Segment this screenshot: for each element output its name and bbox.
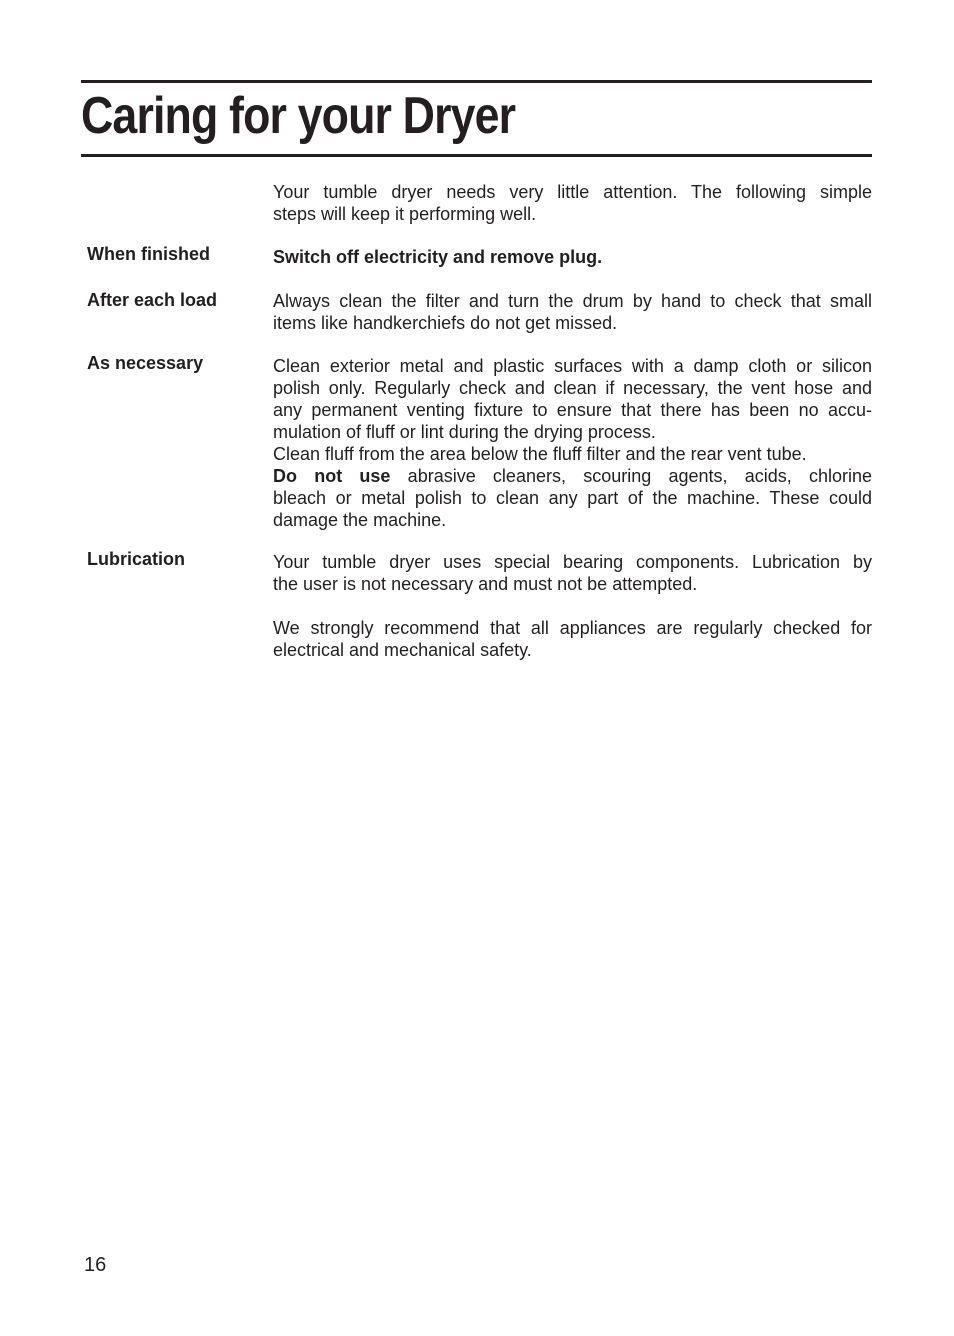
page-title: Caring for your Dryer xyxy=(81,87,516,145)
intro-line-1: Your tumble dryer needs very little attention. The following simple xyxy=(273,182,872,202)
title-top-rule xyxy=(81,80,872,83)
after-each-load-paragraph xyxy=(273,290,872,334)
lubrication-line-2: the user is not necessary and must not be attempted. xyxy=(273,574,698,594)
when-finished-line: Switch off electricity and remove plug. xyxy=(273,247,603,267)
lubrication-line-1: Your tumble dryer uses special bearing components. Lubrication by xyxy=(273,552,872,572)
title-bottom-rule xyxy=(81,154,872,157)
intro-line-2: steps will keep it performing well. xyxy=(273,204,537,224)
when-finished-label: When finished xyxy=(87,244,210,264)
as-necessary-line-7: bleach or metal polish to clean any part of the machine. These could xyxy=(273,488,872,508)
as-necessary-line-3: any permanent venting fixture to ensure that there has been no accu- xyxy=(273,400,872,420)
as-necessary-line-6 xyxy=(273,465,872,487)
after-each-load-line-1: Always clean the filter and turn the drum by hand to check that small xyxy=(273,291,872,311)
as-necessary-paragraph xyxy=(273,355,872,531)
as-necessary-line-4: mulation of fluff or lint during the drying process. xyxy=(273,422,656,442)
as-necessary-line-6-rest: abrasive cleaners, scouring agents, acids, chlorine xyxy=(390,466,873,486)
as-necessary-line-5: Clean fluff from the area below the fluff filter and the rear vent tube. xyxy=(273,444,807,464)
safety-note-paragraph xyxy=(273,617,872,661)
intro-paragraph xyxy=(273,181,872,225)
page-number: 16 xyxy=(84,1254,107,1276)
safety-note-line-2: electrical and mechanical safety. xyxy=(273,640,532,660)
as-necessary-line-1: Clean exterior metal and plastic surfaces with a damp cloth or silicon xyxy=(273,356,872,376)
safety-note-line-1: We strongly recommend that all appliances are regularly checked for xyxy=(273,618,872,638)
do-not-use-warning: Do not use xyxy=(273,466,391,486)
when-finished-text xyxy=(273,246,872,268)
after-each-load-line-2: items like handkerchiefs do not get missed. xyxy=(273,313,618,333)
as-necessary-line-8: damage the machine. xyxy=(273,510,447,530)
lubrication-paragraph xyxy=(273,551,872,595)
lubrication-label: Lubrication xyxy=(87,549,185,569)
as-necessary-label: As necessary xyxy=(87,353,204,373)
as-necessary-line-2: polish only. Regularly check and clean if necessary, the vent hose and xyxy=(273,378,872,398)
after-each-load-label: After each load xyxy=(87,290,218,310)
